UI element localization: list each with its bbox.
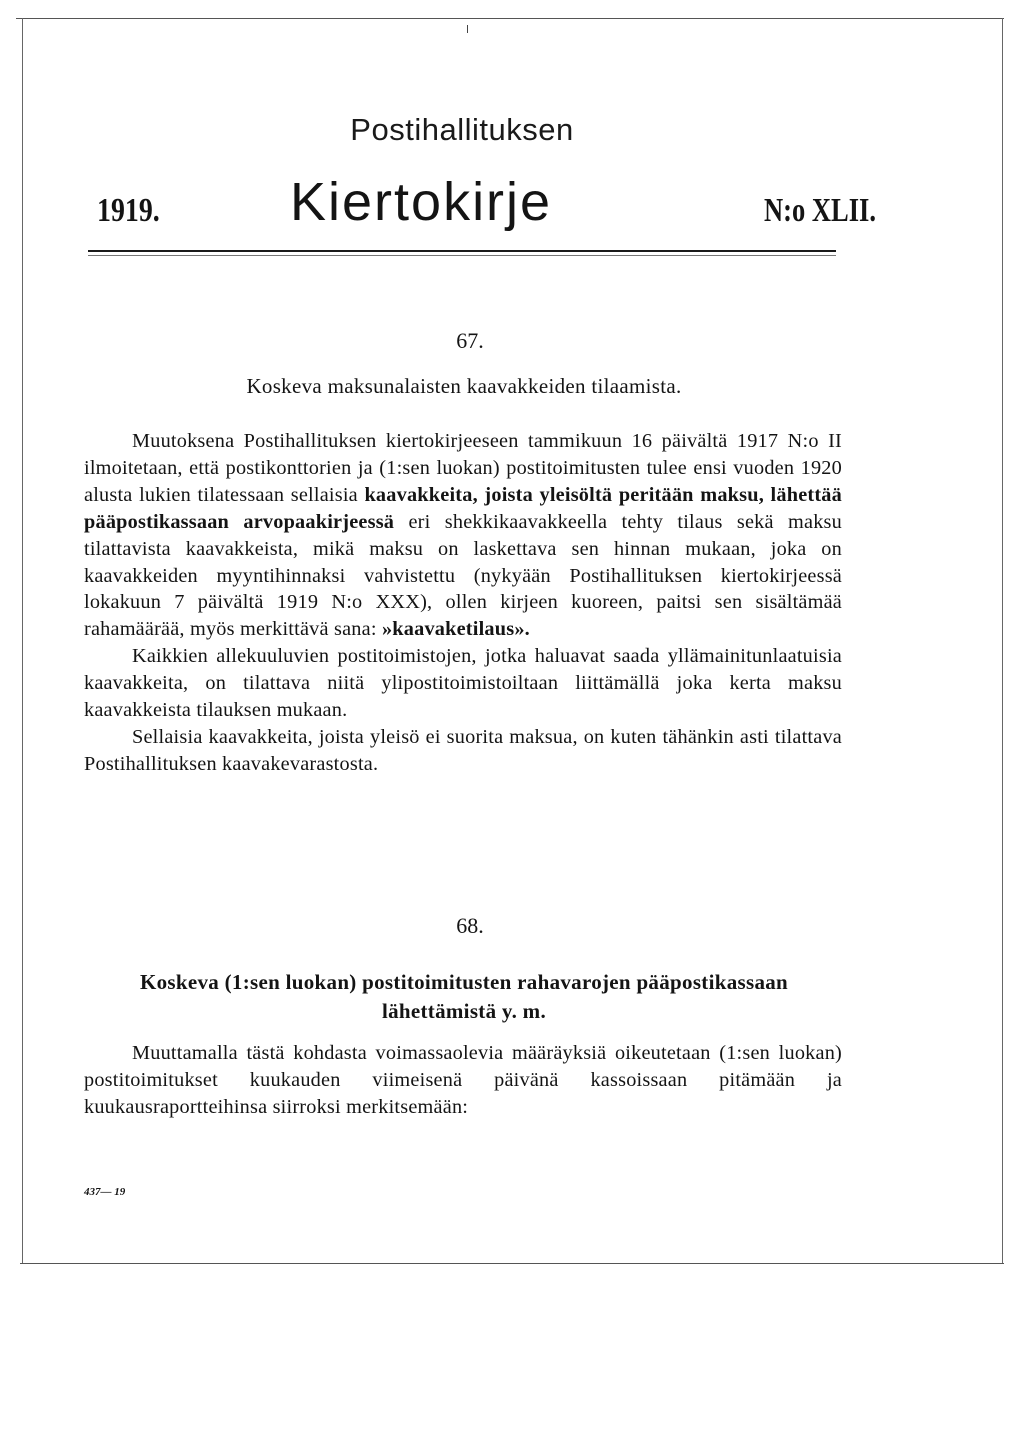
frame-left-line [22,18,23,1264]
issuer-subtitle: Postihallituksen [350,112,574,147]
top-tick-mark [467,25,468,33]
header-rule [88,250,836,252]
p1-part-b: eri shekkikaavakkeella tehty tilaus sekä maksu tilattavista kaavakkeista, mikä maksu on laskettava sen hinnan mukaan, joka on kaavakkeiden myyntihinnaksi vahvistettu (nykyään Postihallituksen kiertokirjeessä lokakuun 7 päivältä 1919 N:o XXX), ollen kirjeen kuoreen, paitsi sen sisältämää rahamäärää, myös merkittävä sana: [84,510,842,641]
p1-part-a: Muutoksena Postihallituksen kiertokirjeeseen tammikuun 16 päivältä 1917 N:o II ilmoitetaan, että postikonttorien ja (1:sen luokan) postitoimitusten tulee ensi vuoden 1920 alusta lukien tilatessaan sellaisia [84,430,842,506]
section-68-title: Koskeva (1:sen luokan) postitoimitusten rahavarojen pääpostikassaan lähettämistä y. m. [139,970,789,1023]
year-label: 1919. [97,192,160,229]
section-67-paragraph-3: Sellaisia kaavakkeita, joista yleisö ei suorita maksua, on kuten tähänkin asti tilattava Postihallituksen kaavakevarastosta. [84,725,842,775]
print-code: 437— 19 [84,1186,126,1198]
frame-top-line [16,18,1004,19]
p1-bold-keyword: »kaavaketilaus». [381,618,530,641]
section-68-body [84,1040,842,1121]
section-67-body [84,428,842,778]
section-67-title-text: Koskeva maksunalaisten kaavakkeiden tilaamista. [246,374,682,398]
section-67-number: 67. [456,328,484,353]
frame-right-line [1002,18,1003,1264]
circular-number: N:o XLII. [764,192,876,229]
header-rule-thin [88,255,836,256]
section-68-paragraph-1: Muuttamalla tästä kohdasta voimassaolevia määräyksiä oikeutetaan (1:sen luokan) postitoimitukset kuukauden viimeisenä päivänä kassoissaan pitämään ja kuukausraportteihinsa siirroksi merkitsemään: [84,1042,842,1118]
p1-bold-part: kaavakkeita, joista yleisöltä peritään maksu, lähettää pääpostikassaan arvopaakirjeessä [84,483,842,533]
document-title: Kiertokirje [290,172,553,232]
frame-bottom-line [20,1263,1004,1264]
section-67-paragraph-1 [84,428,842,643]
section-68-number: 68. [456,913,484,938]
section-67-paragraph-2: Kaikkien allekuuluvien postitoimistojen, jotka haluavat saada yllämainitunlaatuisia kaavakkeita, on tilattava niitä ylipostitoimistoiltaan liittämällä joka kerta maksu kaavakkeista tilauksen mukaan. [84,645,842,722]
section-67-title [84,372,844,401]
